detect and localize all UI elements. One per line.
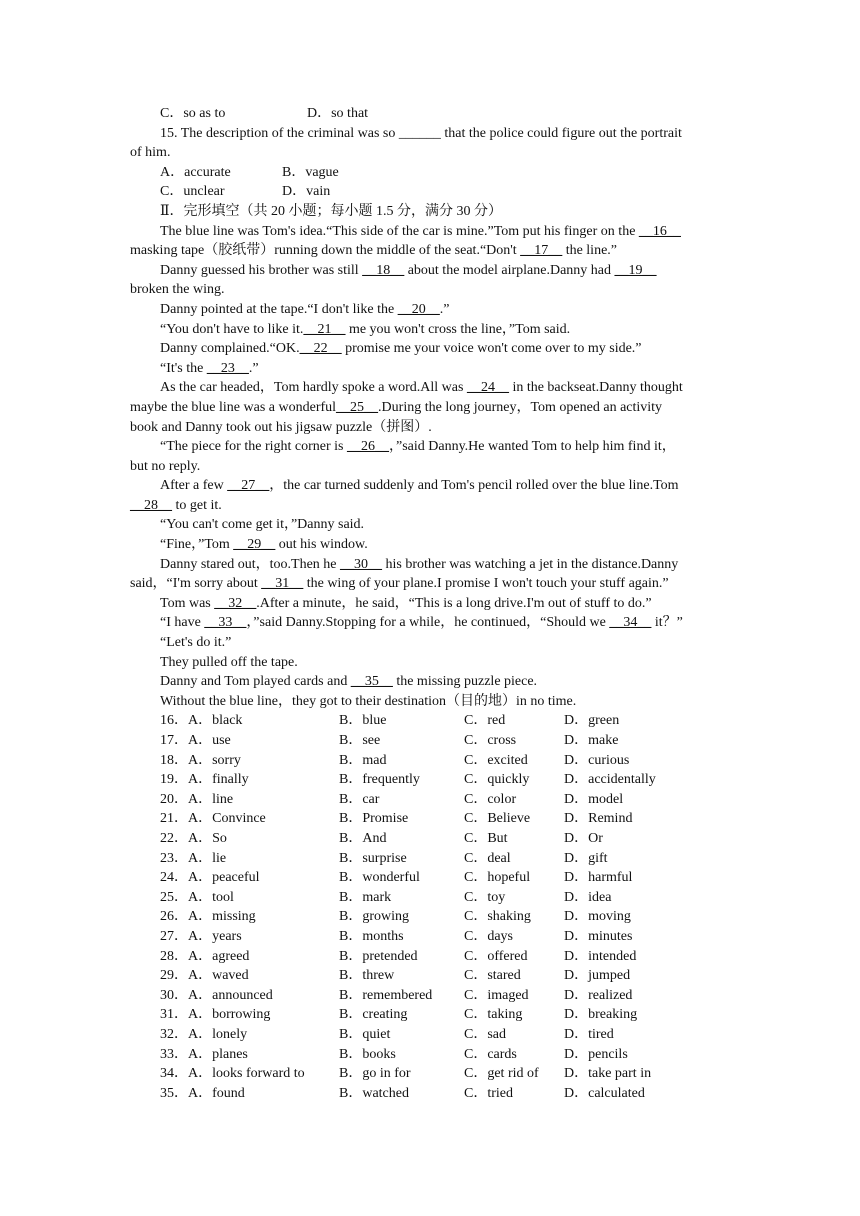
question-number: 20．: [160, 791, 188, 807]
option-a: A．use: [188, 733, 231, 748]
passage-line: After a few __27__，the car turned suddenly and Tom's pencil rolled over the blue line.Tom: [160, 478, 679, 494]
passage-line: “The piece for the right corner is __26__，”said Danny.He wanted Tom to help him find it，: [160, 439, 676, 455]
blank-32: __32__: [214, 595, 257, 611]
option-d: D．moving: [564, 909, 631, 925]
q15-option-a: A．accurate: [160, 164, 231, 180]
option-row: [130, 711, 732, 731]
question-number: 29．: [160, 968, 188, 984]
option-a: A．lonely: [188, 1026, 248, 1042]
question-number: 25．: [160, 889, 188, 905]
option-c: C．deal: [464, 850, 511, 866]
option-d: D．breaking: [564, 1007, 638, 1023]
option-d: D．model: [564, 791, 624, 807]
q15-option-b: B．vague: [282, 164, 339, 180]
question-number: 17．: [160, 733, 188, 748]
option-a: A．borrowing: [188, 1007, 271, 1023]
option-d: D．Or: [564, 830, 603, 846]
option-b: B．car: [339, 791, 380, 807]
option-b: B．months: [339, 928, 404, 944]
passage-line: Danny guessed his brother was still __18__ about the model airplane.Danny had __19__: [160, 262, 657, 278]
option-row: [130, 809, 732, 829]
option-d: D．realized: [564, 987, 633, 1003]
q15-stem: 15. The description of the criminal was so ______ that the police could figure out the portrait: [160, 125, 682, 141]
question-number: 33．: [160, 1046, 188, 1062]
option-c: C．offered: [464, 948, 528, 964]
passage-line: Without the blue line，they got to their destination（目的地）in no time.: [160, 693, 577, 709]
option-row: [130, 829, 732, 849]
option-b: B．wonderful: [339, 870, 420, 886]
blank-24: __24__: [466, 380, 509, 396]
option-b: B．And: [339, 830, 387, 846]
passage-line: “It's the __23__.”: [160, 360, 259, 376]
blank-18: __18__: [362, 262, 405, 278]
passage-line: As the car headed，Tom hardly spoke a word.All was __24__ in the backseat.Danny thought: [160, 380, 683, 396]
option-row: [130, 849, 732, 869]
blank-28: __28__: [130, 497, 172, 513]
option-c: C．sad: [464, 1026, 506, 1042]
passage-line: “Let's do it.”: [160, 635, 232, 651]
option-d: D．tired: [564, 1026, 614, 1042]
option-c: C．tried: [464, 1085, 513, 1101]
passage-line: but no reply.: [130, 458, 201, 474]
blank-22: __22__: [299, 341, 342, 357]
question-number: 21．: [160, 811, 188, 827]
option-row: [130, 790, 732, 810]
option-row: [130, 1025, 732, 1045]
option-a: A．peaceful: [188, 870, 260, 886]
option-a: A．planes: [188, 1046, 248, 1062]
blank-23: __23__: [206, 360, 249, 376]
passage-line: __28__ to get it.: [130, 497, 222, 513]
passage-line: Danny stared out，too.Then he __30__ his brother was watching a jet in the distance.Danny: [160, 556, 679, 572]
option-a: A．tool: [188, 889, 234, 905]
option-row: [130, 1084, 732, 1104]
option-c: C．taking: [464, 1007, 523, 1023]
q15-option-c: C．unclear: [160, 184, 225, 200]
passage-line: broken the wing.: [130, 282, 225, 298]
option-row: [130, 927, 732, 947]
q15-stem-cont: of him.: [130, 145, 171, 161]
option-d: D．gift: [564, 850, 608, 866]
option-b: B．creating: [339, 1007, 408, 1023]
q15-options-ab: [130, 163, 732, 183]
blank-16: __16__: [638, 223, 681, 239]
option-d: D．intended: [564, 948, 637, 964]
option-d: D．pencils: [564, 1046, 628, 1062]
option-a: A．agreed: [188, 948, 250, 964]
question-number: 18．: [160, 752, 188, 768]
blank-20: __20__: [397, 301, 440, 317]
passage-line: book and Danny took out his jigsaw puzzle（拼图）.: [130, 419, 432, 435]
option-b: B．growing: [339, 909, 409, 925]
option-b: B．pretended: [339, 948, 418, 964]
passage-line: Danny and Tom played cards and __35__ the missing puzzle piece.: [160, 674, 538, 690]
option-row: [130, 1005, 732, 1025]
blank-35: __35__: [350, 674, 393, 690]
blank-17: __17__: [520, 243, 563, 259]
option-c: C．excited: [464, 752, 528, 768]
option-c: C．But: [464, 830, 508, 846]
q15-option-d: D．vain: [282, 184, 331, 200]
passage-line: said，“I'm sorry about __31__ the wing of your plane.I promise I won't touch your stuff again.”: [130, 576, 669, 592]
passage-line: “You don't have to like it.__21__ me you won't cross the line，”Tom said.: [160, 321, 571, 337]
question-number: 31．: [160, 1007, 188, 1023]
option-a: A．years: [188, 928, 242, 944]
option-row: [130, 731, 732, 751]
option-d: D．jumped: [564, 968, 631, 984]
blank-26: __26__: [346, 439, 389, 455]
passage-line: maybe the blue line was a wonderful__25__.During the long journey，Tom opened an activity: [130, 399, 663, 415]
option-b: B．surprise: [339, 850, 407, 866]
blank-19: __19__: [614, 262, 657, 278]
option-a: A．black: [188, 713, 243, 729]
option-c: C．hopeful: [464, 870, 531, 886]
question-number: 23．: [160, 850, 188, 866]
question-number: 24．: [160, 870, 188, 886]
question-number: 16．: [160, 713, 188, 729]
option-c: C．shaking: [464, 909, 531, 925]
passage-line: The blue line was Tom's idea.“This side of the car is mine.”Tom put his finger on the __16__: [160, 223, 681, 239]
option-b: B．see: [339, 733, 381, 748]
option-c: C．red: [464, 713, 506, 729]
question-number: 19．: [160, 772, 188, 788]
blank-29: __29__: [233, 537, 276, 553]
option-a: A．lie: [188, 850, 227, 866]
option-c: C．Believe: [464, 811, 531, 827]
question-number: 35．: [160, 1085, 188, 1101]
option-c: C．cards: [464, 1046, 517, 1062]
option-row: [130, 751, 732, 771]
option-d: D．make: [564, 733, 619, 748]
option-row: [130, 770, 732, 790]
option-a: A．looks forward to: [188, 1066, 305, 1082]
question-number: 27．: [160, 928, 188, 944]
option-row: [130, 868, 732, 888]
blank-34: __34__: [609, 615, 652, 631]
option-d: D．minutes: [564, 928, 633, 944]
question-number: 22．: [160, 830, 188, 846]
option-a: A．sorry: [188, 752, 241, 768]
option-b: B．blue: [339, 713, 387, 729]
option-d: D．calculated: [564, 1085, 645, 1101]
option-row: [130, 888, 732, 908]
passage-line: “Fine，”Tom __29__ out his window.: [160, 537, 368, 553]
option-row: [130, 947, 732, 967]
blank-25: __25__: [336, 399, 379, 415]
option-d: D．Remind: [564, 811, 633, 827]
q14-options: [130, 104, 732, 124]
option-row: [130, 986, 732, 1006]
option-c: C．days: [464, 928, 513, 944]
question-number: 30．: [160, 987, 188, 1003]
option-d: D．curious: [564, 752, 630, 768]
option-c: C．imaged: [464, 987, 529, 1003]
blank-27: __27__: [227, 478, 270, 494]
blank-21: __21__: [303, 321, 346, 337]
option-d: D．harmful: [564, 870, 633, 886]
options-list: [130, 711, 732, 1103]
question-number: 26．: [160, 909, 188, 925]
option-b: B．quiet: [339, 1026, 391, 1042]
option-a: A．So: [188, 830, 227, 846]
option-c: C．toy: [464, 889, 506, 905]
option-a: A．Convince: [188, 811, 266, 827]
q14-option-d: D．so that: [307, 106, 369, 121]
blank-31: __31__: [261, 576, 304, 592]
option-a: A．waved: [188, 968, 249, 984]
passage-line: Tom was __32__.After a minute，he said，“This is a long drive.I'm out of stuff to do.”: [160, 595, 652, 611]
document-body: [130, 104, 732, 1103]
passage-line: They pulled off the tape.: [160, 654, 298, 670]
option-c: C．cross: [464, 733, 517, 748]
option-b: B．remembered: [339, 987, 433, 1003]
blank-30: __30__: [340, 556, 383, 572]
q15-options-cd: [130, 182, 732, 202]
option-a: A．missing: [188, 909, 256, 925]
option-b: B．mad: [339, 752, 387, 768]
blank-33: __33__: [204, 615, 247, 631]
option-b: B．books: [339, 1046, 396, 1062]
option-b: B．mark: [339, 889, 392, 905]
option-c: C．get rid of: [464, 1066, 539, 1082]
question-number: 34．: [160, 1066, 188, 1082]
passage-line: Danny complained.“OK.__22__ promise me your voice won't come over to my side.”: [160, 341, 642, 357]
option-row: [130, 907, 732, 927]
option-a: A．line: [188, 791, 234, 807]
section-heading: Ⅱ．完形填空（共 20 小题；每小题 1.5 分，满分 30 分）: [160, 203, 503, 219]
option-b: B．go in for: [339, 1066, 411, 1082]
q14-option-c: C．so as to: [160, 106, 226, 121]
option-b: B．watched: [339, 1085, 409, 1101]
option-d: D．take part in: [564, 1066, 652, 1082]
passage-line: Danny pointed at the tape.“I don't like the __20__.”: [160, 301, 450, 317]
option-b: B．threw: [339, 968, 395, 984]
option-a: A．announced: [188, 987, 273, 1003]
passage-line: “You can't come get it，”Danny said.: [160, 517, 365, 533]
question-number: 28．: [160, 948, 188, 964]
passage-line: masking tape（胶纸带）running down the middle of the seat.“Don't __17__ the line.”: [130, 243, 617, 259]
option-d: D．accidentally: [564, 772, 656, 788]
option-a: A．finally: [188, 772, 249, 788]
option-a: A．found: [188, 1085, 245, 1101]
option-b: B．Promise: [339, 811, 409, 827]
option-c: C．quickly: [464, 772, 530, 788]
option-row: [130, 1064, 732, 1084]
option-c: C．color: [464, 791, 517, 807]
option-d: D．idea: [564, 889, 612, 905]
passage-line: “I have __33__，”said Danny.Stopping for a while，he continued，“Should we __34__ it？”: [160, 615, 683, 631]
option-d: D．green: [564, 713, 620, 729]
option-row: [130, 1045, 732, 1065]
option-b: B．frequently: [339, 772, 420, 788]
option-row: [130, 966, 732, 986]
option-c: C．stared: [464, 968, 521, 984]
question-number: 32．: [160, 1026, 188, 1042]
